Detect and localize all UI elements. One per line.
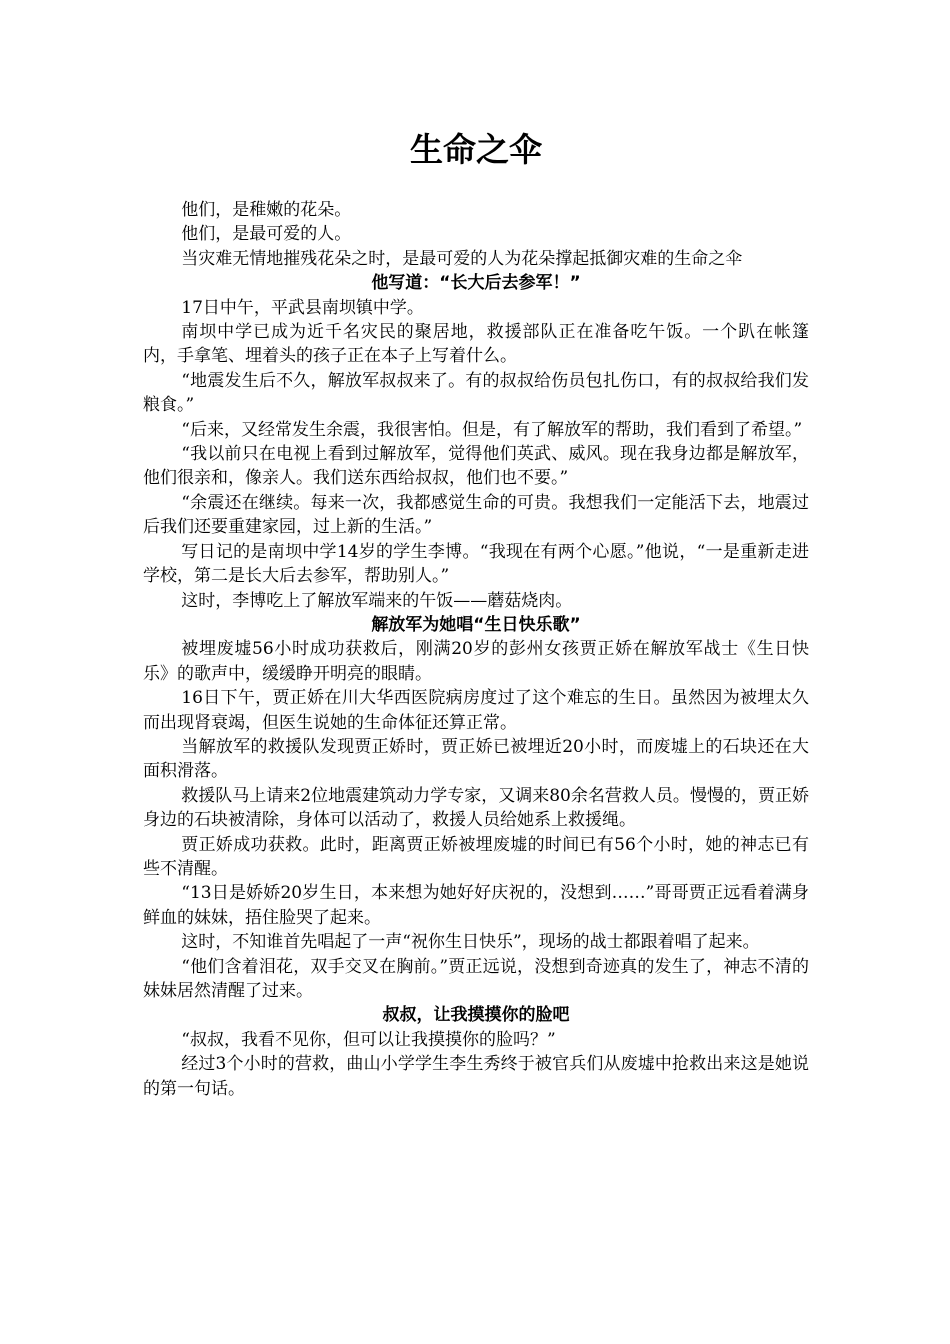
section-heading: 解放军为她唱“生日快乐歌” bbox=[371, 614, 581, 635]
paragraph: 经过3个小时的营救，曲山小学学生李生秀终于被官兵们从废墟中抢救出来这是她说的第一句话。 bbox=[143, 1054, 809, 1099]
paragraph: “我以前只在电视上看到过解放军，觉得他们英武、威风。现在我身边都是解放军，他们很亲和，像亲人。我们送东西给叔叔，他们也不要。” bbox=[143, 444, 809, 489]
paragraph: 他们，是最可爱的人。 bbox=[181, 224, 352, 245]
paragraph: “余震还在继续。每来一次，我都感觉生命的可贵。我想我们一定能活下去，地震过后我们还要重建家园，过上新的生活。” bbox=[143, 492, 809, 538]
paragraph: 这时，不知谁首先唱起了一声“祝你生日快乐”，现场的战士都跟着唱了起来。 bbox=[181, 932, 760, 953]
paragraph: 当解放军的救援队发现贾正娇时，贾正娇已被埋近20小时，而废墟上的石块还在大面积滑落。 bbox=[143, 736, 809, 782]
paragraph: “地震发生后不久，解放军叔叔来了。有的叔叔给伤员包扎伤口，有的叔叔给我们发粮食。” bbox=[143, 370, 809, 416]
document-page bbox=[143, 128, 809, 1101]
paragraph: 救援队马上请来2位地震建筑动力学专家，又调来80余名营救人员。慢慢的，贾正娇身边的石块被清除，身体可以活动了，救援人员给她系上救援绳。 bbox=[143, 785, 809, 831]
paragraph: 当灾难无情地摧残花朵之时，是最可爱的人为花朵撑起抵御灾难的生命之伞 bbox=[181, 248, 743, 269]
document-title: 生命之伞 bbox=[410, 130, 542, 169]
section-heading: 叔叔，让我摸摸你的脸吧 bbox=[382, 1005, 570, 1026]
paragraph: 贾正娇成功获救。此时，距离贾正娇被埋废墟的时间已有56个小时，她的神志已有些不清醒。 bbox=[143, 834, 809, 879]
paragraph: 17日中午，平武县南坝镇中学。 bbox=[181, 297, 424, 318]
paragraph: 他们，是稚嫩的花朵。 bbox=[181, 200, 352, 220]
paragraph: 南坝中学已成为近千名灾民的聚居地，救援部队正在准备吃午饭。一个趴在帐篷内，手拿笔、埋着头的孩子正在本子上写着什么。 bbox=[143, 322, 809, 367]
paragraph: 被埋废墟56小时成功获救后，刚满20岁的彭州女孩贾正娇在解放军战士《生日快乐》的歌声中，缓缓睁开明亮的眼睛。 bbox=[143, 639, 809, 684]
paragraph: 写日记的是南坝中学14岁的学生李博。“我现在有两个心愿。”他说，“一是重新走进学校，第二是长大后去参军，帮助别人。” bbox=[143, 541, 809, 587]
paragraph: “叔叔，我看不见你，但可以让我摸摸你的脸吗？” bbox=[181, 1029, 556, 1050]
paragraph: 这时，李博吃上了解放军端来的午饭——蘑菇烧肉。 bbox=[181, 590, 573, 611]
paragraph: “他们含着泪花，双手交叉在胸前。”贾正远说，没想到奇迹真的发生了，神志不清的妹妹居然清醒了过来。 bbox=[143, 956, 809, 1001]
paragraph: “后来，又经常发生余震，我很害怕。但是，有了解放军的帮助，我们看到了希望。” bbox=[181, 419, 803, 440]
paragraph: 16日下午，贾正娇在川大华西医院病房度过了这个难忘的生日。虽然因为被埋太久而出现肾衰竭，但医生说她的生命体征还算正常。 bbox=[143, 688, 809, 733]
document-body bbox=[143, 198, 809, 1101]
section-heading: 他写道：“长大后去参军！” bbox=[371, 273, 581, 294]
paragraph: “13日是娇娇20岁生日，本来想为她好好庆祝的，没想到……”哥哥贾正远看着满身鲜血的妹妹，捂住脸哭了起来。 bbox=[143, 883, 809, 928]
